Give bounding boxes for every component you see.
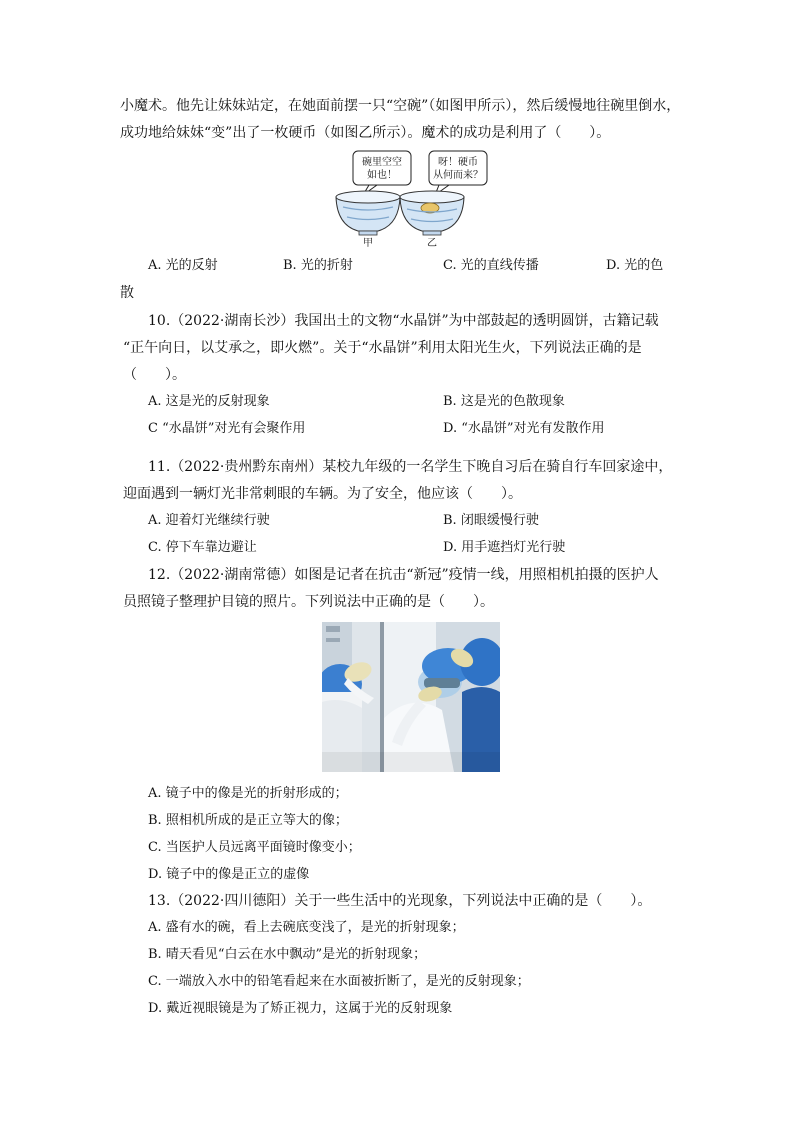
label-yi: 乙	[427, 238, 437, 247]
medical-staff-photo	[322, 622, 500, 772]
q9-option-b: B. 光的折射	[283, 258, 353, 273]
q9-stem-line-2: 成功地给妹妹“变”出了一枚硬币（如图乙所示）。魔术的成功是利用了（ ）。	[120, 125, 611, 141]
q13-option-c: C. 一端放入水中的铅笔看起来在水面被折断了，是光的反射现象；	[148, 974, 530, 989]
q12-stem-line-1: 12.（2022·湖南常德）如图是记者在抗击“新冠”疫情一线，用照相机拍摄的医护人	[148, 567, 659, 583]
q9-stem-line-1: 小魔术。他先让妹妹站定，在她面前摆一只“空碗”（如图甲所示），然后缓慢地往碗里倒水，	[120, 98, 681, 114]
q10-stem-line-3: （ ）。	[123, 367, 186, 383]
q11-stem-line-2: 迎面遇到一辆灯光非常刺眼的车辆。为了安全，他应该（ ）。	[123, 486, 522, 502]
q13-option-b: B. 晴天看见“白云在水中飘动”是光的折射现象；	[148, 947, 427, 962]
q11-option-d: D. 用手遮挡灯光行驶	[443, 540, 566, 555]
q10-option-a: A. 这是光的反射现象	[148, 394, 270, 409]
bowl-a	[336, 191, 400, 235]
q12-option-a: A. 镜子中的像是光的折射形成的；	[148, 786, 348, 801]
q11-option-a: A. 迎着灯光继续行驶	[148, 513, 270, 528]
q11-option-c: C. 停下车靠边避让	[148, 540, 257, 555]
q11-stem-line-1: 11.（2022·贵州黔东南州）某校九年级的一名学生下晚自习后在骑自行车回家途中，	[148, 459, 673, 475]
q13-option-a: A. 盛有水的碗，看上去碗底变浅了，是光的折射现象；	[148, 920, 465, 935]
q9-option-c: C. 光的直线传播	[443, 258, 539, 273]
q9-option-a: A. 光的反射	[148, 258, 218, 273]
q10-stem-line-1: 10.（2022·湖南长沙）我国出土的文物“水晶饼”为中部鼓起的透明圆饼，古籍记载	[148, 313, 659, 329]
q10-stem-line-2: “正午向日，以艾承之，即火燃”。关于“水晶饼”利用太阳光生火，下列说法正确的是	[123, 340, 642, 356]
bubble-a-line-2: 如也！	[367, 170, 397, 181]
q11-option-b: B. 闭眼缓慢行驶	[443, 513, 539, 528]
q12-option-c: C. 当医护人员远离平面镜时像变小；	[148, 840, 361, 855]
q12-stem-line-2: 员照镜子整理护目镜的照片。下列说法中正确的是（ ）。	[123, 594, 494, 610]
q10-option-d: D. “水晶饼”对光有发散作用	[443, 421, 605, 436]
q13-stem-line-1: 13.（2022·四川德阳）关于一些生活中的光现象，下列说法中正确的是（ ）。	[148, 893, 652, 909]
q9-option-d-wrap: 散	[120, 285, 134, 301]
bubble-b-line-1: 呀！硬币	[438, 157, 478, 168]
q10-option-b: B. 这是光的色散现象	[443, 394, 565, 409]
label-jia: 甲	[363, 238, 373, 247]
q13-option-d: D. 戴近视眼镜是为了矫正视力，这属于光的反射现象	[148, 1001, 453, 1016]
q9-option-d: D. 光的色	[606, 258, 664, 273]
q12-option-b: B. 照相机所成的是正立等大的像；	[148, 813, 348, 828]
bubble-b-line-2: 从何而来？	[433, 170, 483, 181]
bowls-illustration	[333, 147, 493, 247]
q10-option-c: C “水晶饼”对光有会聚作用	[148, 421, 306, 436]
bubble-a-line-1: 碗里空空	[362, 157, 402, 168]
q12-option-d: D. 镜子中的像是正立的虚像	[148, 867, 310, 882]
bowl-b	[400, 191, 464, 235]
